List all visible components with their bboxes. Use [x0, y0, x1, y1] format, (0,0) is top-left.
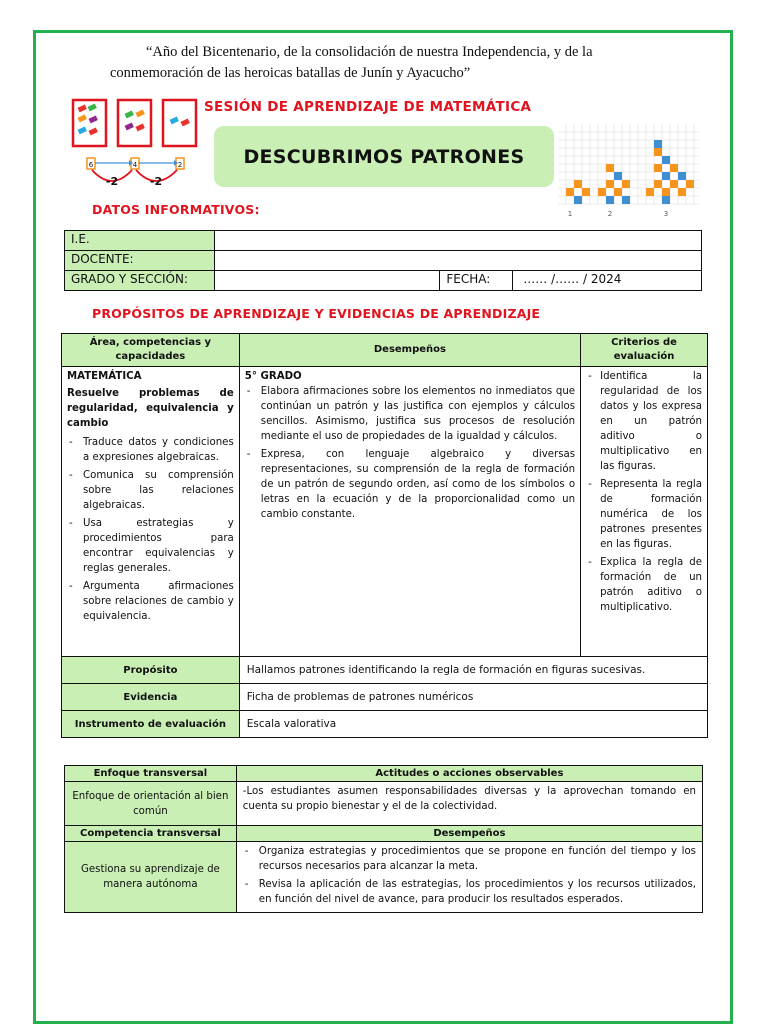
- propositos-table: [61, 333, 708, 738]
- list-item: - Expresa, con lenguaje algebraico y diversas representaciones, su comprensión de la regla de formación de un patrón de segundo orden, así como de los símbolos o letras en la ecuación y de la proporcionalidad como un cambio constante.: [245, 447, 575, 522]
- step-label-2: -2: [149, 175, 163, 188]
- enfoque-table: [64, 765, 703, 913]
- card-number-1: 6: [88, 161, 94, 169]
- desempenos-transversal-list: [243, 844, 696, 907]
- growing-grid-illustration: [558, 124, 700, 220]
- list-item: - Explica la regla de formación de un patrón aditivo o multiplicativo.: [586, 555, 702, 615]
- header-area: Área, competencias y capacidades: [62, 334, 240, 367]
- grado-title: 5° GRADO: [244, 371, 302, 382]
- step-label-1: -2: [105, 175, 119, 188]
- propositos-heading: PROPÓSITOS DE APRENDIZAJE Y EVIDENCIAS DE APRENDIZAJE: [92, 306, 541, 321]
- competencia-value: Gestiona su aprendizaje de manera autónoma: [65, 842, 237, 913]
- desempenos-list: [245, 384, 575, 522]
- competencia-text: Resuelve problemas de regularidad, equivalencia y cambio: [67, 388, 234, 429]
- fecha-label: FECHA:: [440, 271, 513, 291]
- card-2: [118, 100, 151, 146]
- datos-table: [64, 230, 702, 291]
- motto-line-1: “Año del Bicentenario, de la consolidación de nuestra Independencia, y de la: [146, 44, 593, 60]
- docente-field[interactable]: [214, 251, 701, 271]
- motto: [80, 42, 680, 84]
- datos-heading: DATOS INFORMATIVOS:: [92, 202, 260, 217]
- ie-field[interactable]: [214, 231, 701, 251]
- card-number-2: 4: [132, 161, 138, 169]
- header-desempenos-transversal: Desempeños: [236, 826, 702, 842]
- list-item: - Representa la regla de formación numérica de los patrones presentes en las figuras.: [586, 477, 702, 552]
- evidencia-value: Ficha de problemas de patrones numéricos: [239, 684, 707, 711]
- list-item: - Argumenta afirmaciones sobre relaciones de cambio y equivalencia.: [67, 579, 234, 624]
- enfoque-value: Enfoque de orientación al bien común: [65, 782, 237, 826]
- grid-label-1: 1: [567, 210, 573, 218]
- list-item: - Identifica la regularidad de los datos y los expresa en un patrón aditivo o multiplicativo en las figuras.: [586, 369, 702, 474]
- pattern-cards-illustration: [70, 96, 200, 192]
- criterios-cell: [581, 367, 708, 657]
- actitudes-value: -Los estudiantes asumen responsabilidades diversas y la aprovechan tomando en cuenta su propio bienestar y el de la colectividad.: [236, 782, 702, 826]
- docente-label: DOCENTE:: [65, 251, 215, 271]
- header-actitudes: Actitudes o acciones observables: [236, 766, 702, 782]
- area-title: MATEMÁTICA: [67, 371, 142, 382]
- card-1: [73, 100, 106, 146]
- grid-label-3: 3: [663, 210, 669, 218]
- card-3: [163, 100, 196, 146]
- list-item: - Usa estrategias y procedimientos para encontrar equivalencias y reglas generales.: [67, 516, 234, 576]
- ie-label: I.E.: [65, 231, 215, 251]
- criterios-list: [586, 369, 702, 615]
- header-criterios: Criterios de evaluación: [581, 334, 708, 367]
- desempenos-cell: [239, 367, 580, 657]
- grid-figure-2: [598, 164, 630, 204]
- card-number-3: 2: [177, 161, 183, 169]
- instrumento-value: Escala valorativa: [239, 711, 707, 738]
- fecha-field[interactable]: …… /…… / 2024: [513, 271, 702, 291]
- evidencia-label: Evidencia: [62, 684, 240, 711]
- main-title-box: [214, 126, 554, 187]
- motto-line-2: conmemoración de las heroicas batallas de Junín y Ayacucho”: [110, 65, 471, 81]
- grid-label-2: 2: [607, 210, 613, 218]
- desempenos-transversal-cell: [236, 842, 702, 913]
- grado-label: GRADO Y SECCIÓN:: [65, 271, 215, 291]
- proposito-label: Propósito: [62, 657, 240, 684]
- header-enfoque: Enfoque transversal: [65, 766, 237, 782]
- list-item: - Revisa la aplicación de las estrategias, los procedimientos y los recursos utilizados, en función del nivel de avance, para producir los resultados esperados.: [243, 877, 696, 907]
- session-title: SESIÓN DE APRENDIZAJE DE MATEMÁTICA: [204, 99, 532, 115]
- proposito-value: Hallamos patrones identificando la regla de formación en figuras sucesivas.: [239, 657, 707, 684]
- main-title: DESCUBRIMOS PATRONES: [243, 145, 525, 168]
- header-competencia: Competencia transversal: [65, 826, 237, 842]
- list-item: - Traduce datos y condiciones a expresiones algebraicas.: [67, 435, 234, 465]
- instrumento-label: Instrumento de evaluación: [62, 711, 240, 738]
- grid-figure-1: [566, 180, 590, 204]
- area-cell: [62, 367, 240, 657]
- list-item: - Organiza estrategias y procedimientos que se propone en función del tiempo y los recursos necesarios para alcanzar la meta.: [243, 844, 696, 874]
- grado-field[interactable]: [214, 271, 440, 291]
- list-item: - Comunica su comprensión sobre las relaciones algebraicas.: [67, 468, 234, 513]
- capacidades-list: [67, 435, 234, 624]
- list-item: - Elabora afirmaciones sobre los elementos no inmediatos que continúan un patrón y las justifica con ejemplos y cálculos sencillos. Asimismo, justifica sus procesos de resolución mediante el uso de propiedades de la igualdad y cálculos.: [245, 384, 575, 444]
- header-desempenos: Desempeños: [239, 334, 580, 367]
